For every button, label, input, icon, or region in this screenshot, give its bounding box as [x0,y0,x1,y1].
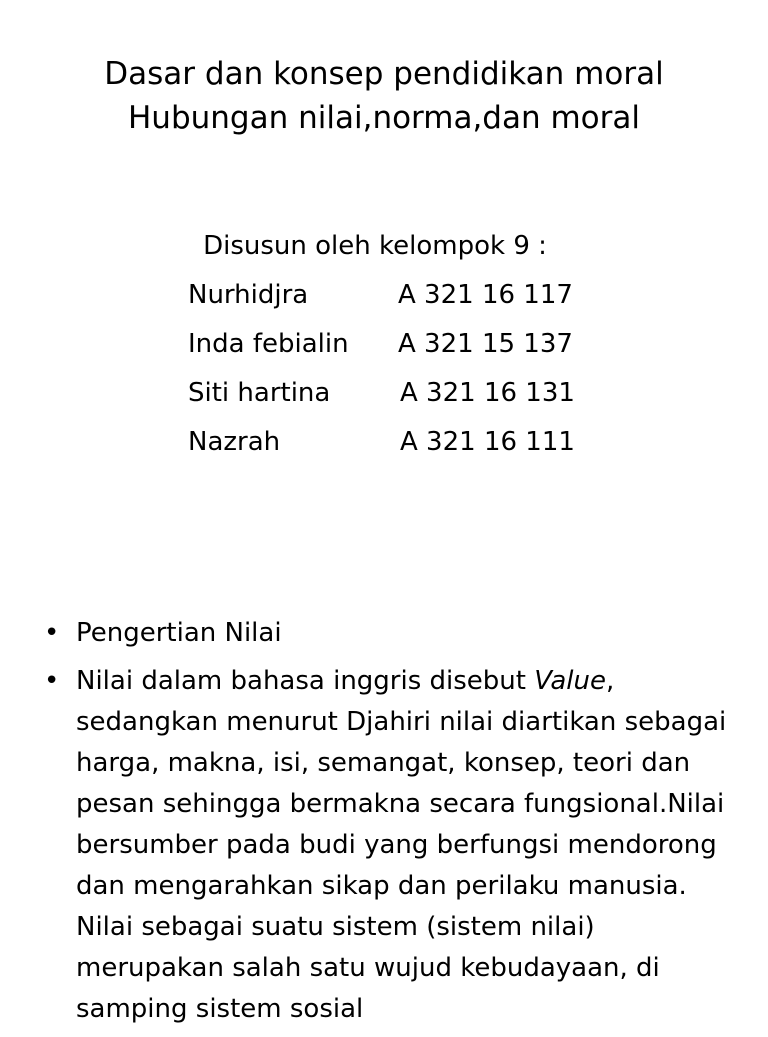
bullet-text-rest: , sedangkan menurut Djahiri nilai diartikan sebagai harga, makna, isi, semangat, konsep, teori dan pesan sehingga bermakna secara fungsional.Nilai bersumber pada budi yang berfungsi mendorong dan mengarahkan sikap dan perilaku manusia. Nilai sebagai suatu sistem (sistem nilai) merupakan salah satu wujud kebudayaan, di samping sistem sosial [76,666,727,1024]
slide-title [0,52,768,140]
author-name: Nurhidjra [188,280,309,310]
author-id: A 321 16 111 [400,427,575,457]
authors-heading: Disusun oleh kelompok 9 : [203,231,547,261]
bullet-list [44,613,734,1037]
bullet-text-italic: Value [534,666,607,696]
author-id: A 321 15 137 [398,329,573,359]
bullet-item [44,661,734,1030]
title-line-1: Dasar dan konsep pendidikan moral [104,56,664,92]
bullet-item [44,613,734,654]
author-row [0,369,768,418]
author-row [0,320,768,369]
bullet-glyph: • [44,618,60,648]
author-id: A 321 16 117 [398,280,573,310]
author-name: Inda febialin [188,329,349,359]
bullet-text-start: Nilai dalam bahasa inggris disebut [76,666,535,696]
author-name: Nazrah [188,427,281,457]
bullet-text: Pengertian Nilai [76,618,282,648]
bullet-glyph: • [44,666,60,696]
content-slide [0,520,768,1024]
author-id: A 321 16 131 [400,378,575,408]
author-row [0,271,768,320]
author-name: Siti hartina [188,378,331,408]
authors-block [0,222,768,467]
author-row [0,418,768,467]
title-line-2: Hubungan nilai,norma,dan moral [128,100,640,136]
